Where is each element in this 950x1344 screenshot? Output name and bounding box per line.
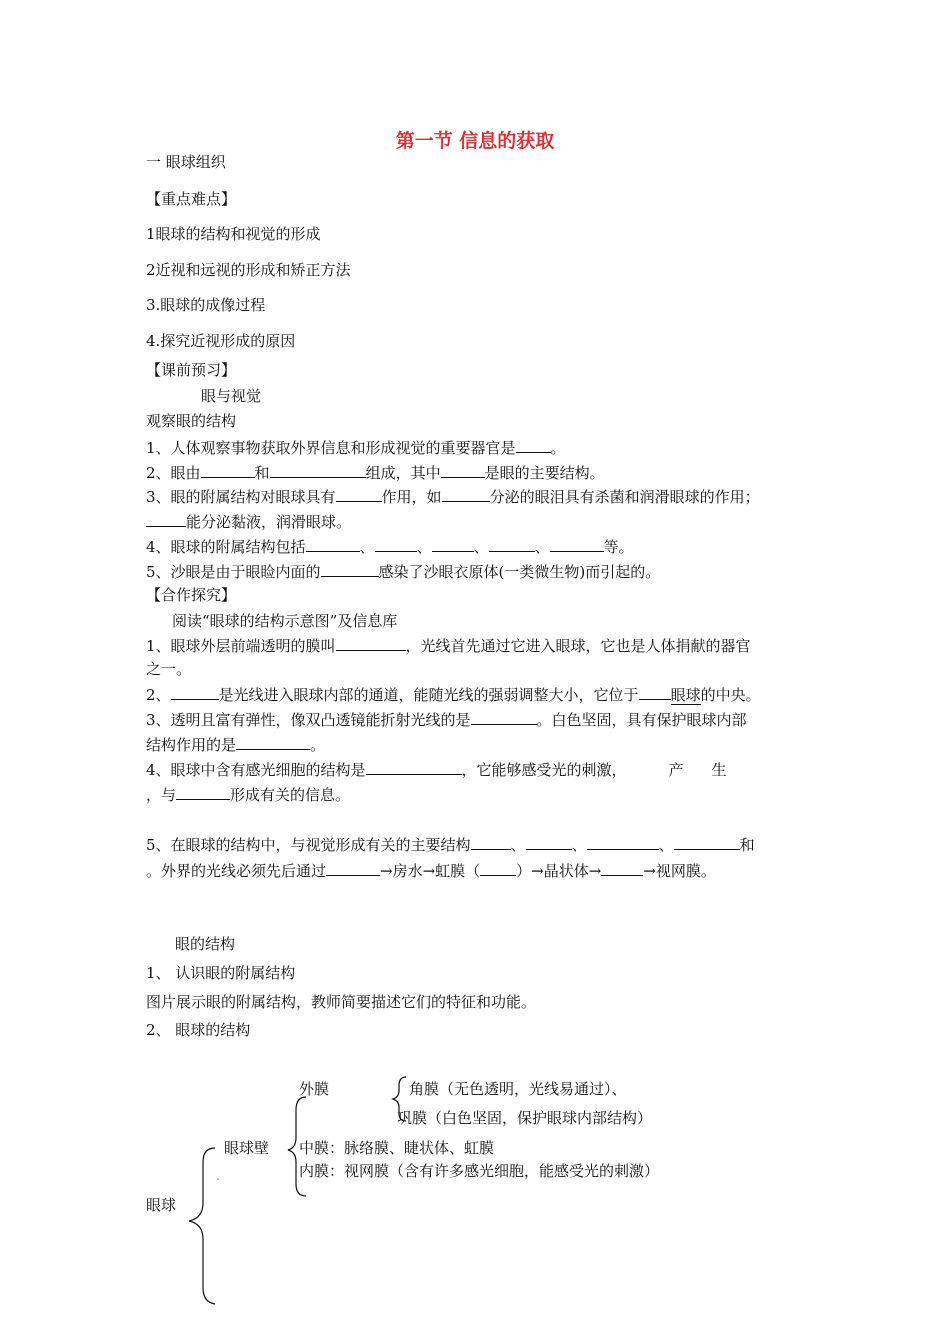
sclera-label: 巩膜（白色坚固，保护眼球内部结构）: [397, 1109, 653, 1127]
outer-label: 外膜: [299, 1080, 330, 1098]
preview-header: 【课前预习】: [146, 361, 237, 379]
key-point-item: 2近视和远视的形成和矫正方法: [146, 261, 351, 279]
cornea-label: 角膜（无色透明，光线易通过）、: [409, 1080, 627, 1098]
key-point-item: 1眼球的结构和视觉的形成: [146, 225, 321, 243]
preview-q4: 4、眼球的附属结构包括 、 、 、 、 等。: [146, 538, 634, 556]
structure-header: 眼的结构: [175, 935, 236, 953]
root-label: 眼球: [146, 1196, 177, 1214]
coop-header: 【合作探究】: [146, 586, 237, 604]
coop-q1-cont: 之一。: [146, 660, 192, 678]
coop-q4-cont: ，与 形成有关的信息。: [146, 786, 351, 804]
preview-q3-cont: 能分泌黏液，润滑眼球。: [146, 511, 351, 532]
coop-q4: 4、眼球中含有感光细胞的结构是 ，它能够感受光的刺激， 产 生: [146, 761, 727, 779]
preview-observe: 观察眼的结构: [146, 412, 237, 430]
preview-q2: 2、眼由 和 组成，其中 是眼的主要结构。: [146, 464, 605, 482]
coop-q1: 1、眼球外层前端透明的膜叫 ，光线首先通过它进入眼球，它也是人体捐献的器官: [146, 637, 751, 655]
wall-label: 眼球壁: [224, 1139, 270, 1157]
coop-q2: 2、 是光线进入眼球内部的通道，能随光线的强弱调整大小，它位于 眼球的中央。: [146, 686, 761, 704]
root-brace: [189, 1148, 215, 1304]
coop-q5: 5、在眼球的结构中，与视觉形成有关的主要结构 、 、 、 和: [146, 836, 755, 854]
coop-q5-cont: 。外界的光线必须先后通过 →房水→虹膜（ ）→晶状体→ →视网膜。: [146, 862, 716, 880]
preview-q1: 1、人体观察事物获取外界信息和形成视觉的重要器官是 。: [146, 439, 566, 457]
key-points-header: 【重点难点】: [146, 190, 237, 208]
middle-label: 中膜：脉络膜、睫状体、虹膜: [299, 1139, 495, 1157]
preview-q5: 5、沙眼是由于眼睑内面的 感染了沙眼衣原体(一类微生物)而引起的。: [146, 563, 661, 581]
inner-label: 内膜：视网膜（含有许多感光细胞，能感受光的刺激）: [299, 1162, 660, 1180]
structure-item: 2、 眼球的结构: [146, 1021, 251, 1039]
key-point-item: 4.探究近视形成的原因: [146, 332, 296, 350]
key-point-item: 3.眼球的成像过程: [146, 296, 266, 314]
marker-dot: .: [216, 1169, 220, 1183]
structure-desc: 图片展示眼的附属结构，教师简要描述它们的特征和功能。: [146, 993, 537, 1011]
coop-read: 阅读“眼球的结构示意图”及信息库: [172, 612, 398, 630]
page-title: 第一节 信息的获取: [395, 130, 555, 152]
preview-q3: 3、眼的附属结构对眼球具有 作用，如 分泌的眼泪具有杀菌和润滑眼球的作用；: [146, 488, 760, 506]
section-heading: 一 眼球组织: [146, 153, 226, 171]
coop-q3-cont: 结构作用的是 。: [146, 736, 326, 754]
preview-subheader: 眼与视觉: [201, 387, 262, 405]
structure-item: 1、 认识眼的附属结构: [146, 964, 296, 982]
coop-q3: 3、透明且富有弹性，像双凸透镜能折射光线的是 。白色坚固，具有保护眼球内部: [146, 711, 747, 729]
